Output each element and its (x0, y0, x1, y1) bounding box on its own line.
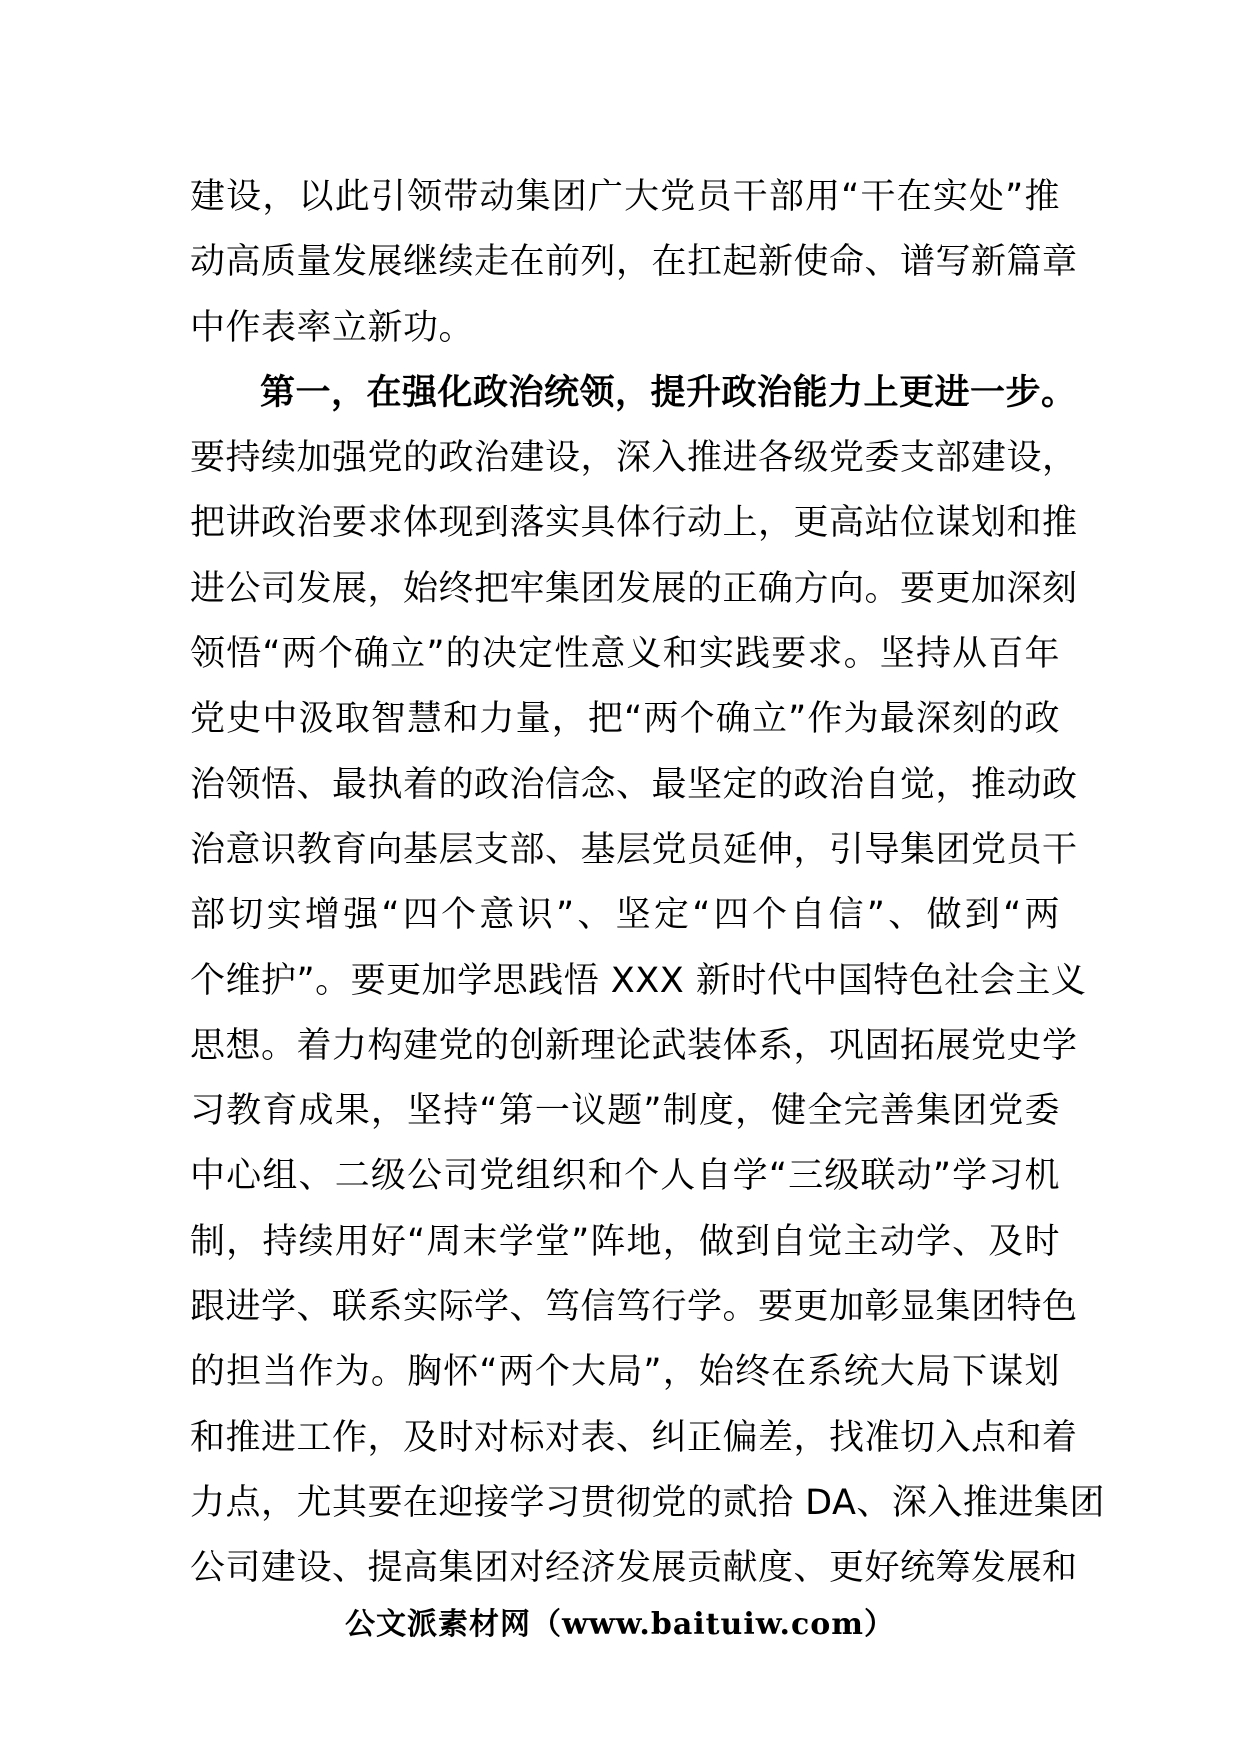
text-line: 党史中汲取智慧和力量，把“两个确立”作为最深刻的政 (190, 699, 1060, 740)
text-line: 部切实增强“四个意识”、坚定“四个自信”、做到“两 (190, 895, 1060, 936)
text-line: 治领悟、最执着的政治信念、最坚定的政治自觉，推动政 (190, 764, 1078, 805)
text-line: 制，持续用好“周末学堂”阵地，做到自觉主动学、及时 (190, 1221, 1060, 1262)
text-line: 习教育成果，坚持“第一议题”制度，健全完善集团党委 (190, 1091, 1060, 1132)
text-line: 的担当作为。胸怀“两个大局”，始终在系统大局下谋划 (190, 1352, 1060, 1393)
text-line: 思想。着力构建党的创新理论武装体系，巩固拓展党史学 (190, 1025, 1078, 1066)
text-line: 公司建设、提高集团对经济发展贡献度、更好统筹发展和 (190, 1548, 1078, 1589)
text-line: 动高质量发展继续走在前列，在扛起新使命、谱写新篇章 (190, 242, 1078, 283)
text-line: 建设，以此引领带动集团广大党员干部用“干在实处”推 (190, 177, 1060, 217)
text-line: 进公司发展，始终把牢集团发展的正确方向。要更加深刻 (190, 568, 1078, 609)
text-line: 个维护”。要更加学思践悟 XXX 新时代中国特色社会主义 (190, 960, 1087, 1001)
body-text (190, 165, 1105, 1602)
text-line: 中心组、二级公司党组织和个人自学“三级联动”学习机 (190, 1156, 1060, 1197)
text-line: 中作表率立新功。 (190, 307, 475, 348)
text-line: 把讲政治要求体现到落实具体行动上，更高站位谋划和推 (190, 503, 1078, 544)
text-line: 治意识教育向基层支部、基层党员延伸，引导集团党员干 (190, 829, 1078, 870)
footer-watermark-text: 公文派素材网（www.baituiw.com） (344, 1607, 896, 1642)
text-line: 力点，尤其要在迎接学习贯彻党的贰拾 DA、深入推进集团 (190, 1482, 1105, 1523)
text-line: 跟进学、联系实际学、笃信笃行学。要更加彰显集团特色 (190, 1287, 1078, 1328)
section-heading-line: 第一，在强化政治统领，提升政治能力上更进一步。 (260, 372, 1077, 413)
text-line: 要持续加强党的政治建设，深入推进各级党委支部建设， (190, 438, 1078, 479)
text-line: 领悟“两个确立”的决定性意义和实践要求。坚持从百年 (190, 634, 1060, 675)
text-line: 和推进工作，及时对标对表、纠正偏差，找准切入点和着 (190, 1417, 1078, 1458)
